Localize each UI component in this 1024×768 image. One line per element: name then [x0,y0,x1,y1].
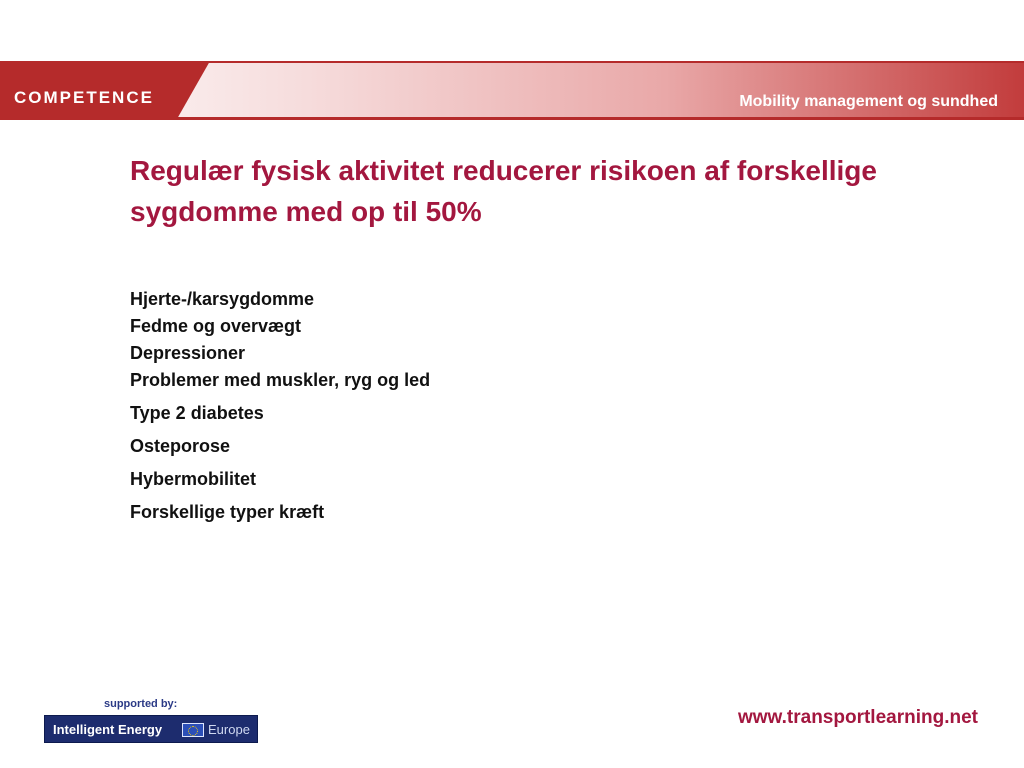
section-title: Mobility management og sundhed [739,93,998,110]
slide-title: Regulær fysisk aktivitet reducerer risikoen af forskellige sygdomme med op til 50% [130,155,877,227]
disease-list [130,286,430,526]
sponsor-region: Europe [208,722,250,737]
website-link[interactable]: www.transportlearning.net [738,707,978,728]
list-item: Hjerte-/karsygdomme [130,289,315,309]
list-item: Problemer med muskler, ryg og led [130,370,431,390]
list-item: Type 2 diabetes [130,403,264,423]
list-item: Fedme og overvægt [130,316,302,336]
intelligent-energy-europe-logo [44,715,258,743]
eu-flag-icon [182,723,204,737]
sponsor-name: Intelligent Energy [53,722,163,737]
supported-by-label: supported by: [104,698,178,710]
list-item: Hybermobilitet [130,469,257,489]
competence-logo: COMPETENCE [14,88,154,107]
list-item: Forskellige typer kræft [130,502,325,522]
list-item: Depressioner [130,343,246,363]
list-item: Osteporose [130,436,231,456]
